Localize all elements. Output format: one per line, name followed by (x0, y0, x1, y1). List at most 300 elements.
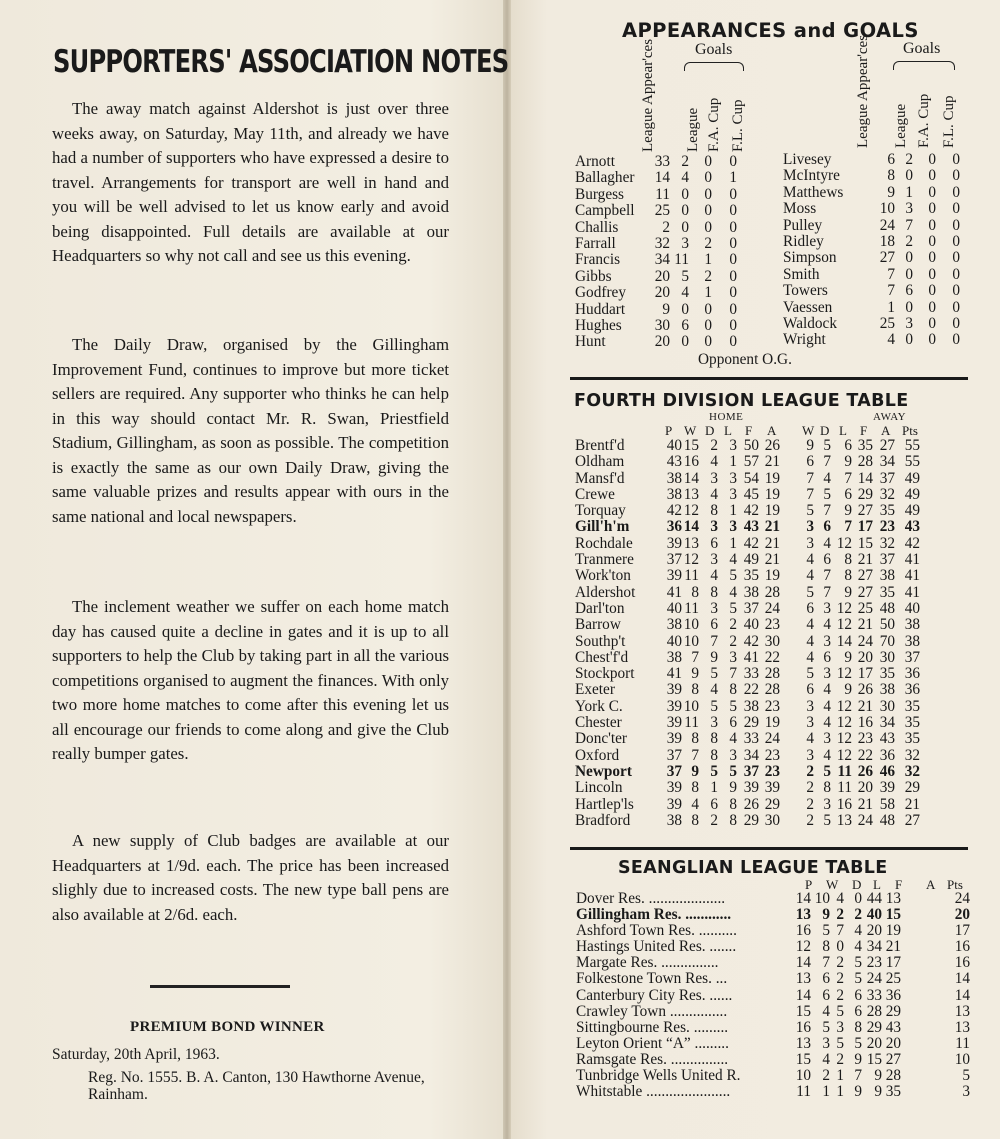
row-value: 2 (836, 986, 844, 1004)
row-value: 6 (822, 986, 830, 1004)
table-row (576, 1036, 976, 1052)
table-row (575, 650, 975, 666)
row-value: 7 (710, 632, 718, 650)
row-value: 23 (866, 954, 882, 972)
table-row (575, 601, 975, 617)
table-row (576, 988, 976, 1004)
row-value: 14 (836, 632, 852, 650)
row-value: 4 (681, 284, 689, 302)
row-value: 7 (806, 469, 814, 487)
row-value: 6 (806, 453, 814, 471)
row-value: 10 (954, 1050, 970, 1068)
row-value: 4 (823, 681, 831, 699)
row-value: 32 (879, 485, 895, 503)
row-value: 8 (729, 795, 737, 813)
row-name: York C. (575, 697, 623, 715)
column-header: W (826, 877, 839, 892)
row-value: 41 (666, 583, 682, 601)
row-value: 0 (729, 202, 737, 220)
row-value: 40 (866, 906, 882, 924)
row-value: 6 (710, 795, 718, 813)
row-value: 3 (806, 697, 814, 715)
appearances-list-right (783, 152, 963, 349)
row-value: 11 (684, 599, 699, 617)
row-value: 0 (681, 300, 689, 318)
row-name: Gill'h'm (575, 518, 630, 536)
row-name: Arnott (575, 153, 615, 170)
table-row (576, 1068, 976, 1084)
row-value: 42 (743, 534, 759, 552)
row-value: 11 (684, 567, 699, 585)
row-value: 24 (879, 216, 895, 234)
table-row (576, 939, 976, 955)
row-value: 5 (729, 599, 737, 617)
row-name: Ramsgate Res. ............... (576, 1050, 729, 1068)
row-value: 12 (836, 616, 852, 634)
premium-bond-date: Saturday, 20th April, 1963. (52, 1046, 220, 1063)
row-value: 27 (904, 811, 920, 829)
table-row (575, 252, 775, 268)
row-value: 42 (743, 502, 759, 520)
row-value: 21 (857, 795, 873, 813)
row-value: 34 (879, 453, 895, 471)
table-row (576, 907, 976, 923)
row-value: 35 (743, 567, 759, 585)
row-value: 8 (844, 551, 852, 569)
row-value: 35 (904, 714, 920, 732)
row-name: Sittingbourne Res. ......... (576, 1018, 729, 1036)
row-value: 43 (666, 453, 682, 471)
table-row (575, 438, 975, 454)
row-value: 36 (666, 518, 682, 536)
row-name: Mansf'd (575, 469, 625, 487)
row-value: 30 (879, 697, 895, 715)
home-header: HOME (709, 411, 744, 423)
row-name: Newport (575, 762, 632, 780)
row-name: Godfrey (575, 284, 626, 302)
row-value: 38 (879, 681, 895, 699)
row-value: 38 (904, 632, 920, 650)
row-value: 2 (704, 267, 712, 285)
row-value: 3 (905, 314, 913, 332)
column-header: L (839, 423, 847, 438)
row-value: 21 (857, 616, 873, 634)
row-value: 2 (806, 795, 814, 813)
row-value: 28 (764, 681, 780, 699)
row-value: 5 (710, 697, 718, 715)
row-value: 6 (710, 616, 718, 634)
row-value: 0 (928, 282, 936, 300)
row-value: 5 (823, 485, 831, 503)
row-value: 4 (729, 730, 737, 748)
row-value: 0 (905, 249, 913, 267)
row-value: 15 (866, 1050, 882, 1068)
col-label-league-right: League (893, 103, 909, 148)
row-value: 58 (879, 795, 895, 813)
row-name: Lincoln (575, 779, 623, 797)
table-row (783, 316, 963, 332)
row-value: 4 (822, 1050, 830, 1068)
row-value: 6 (854, 986, 862, 1004)
row-value: 11 (837, 762, 852, 780)
row-value: 37 (666, 746, 682, 764)
row-value: 0 (905, 167, 913, 185)
row-value: 33 (654, 153, 670, 170)
row-value: 0 (928, 151, 936, 168)
row-name: Whitstable ...................... (576, 1083, 731, 1101)
row-value: 0 (681, 202, 689, 220)
row-name: Work'ton (575, 567, 631, 585)
row-value: 2 (836, 906, 844, 924)
row-value: 8 (729, 681, 737, 699)
notes-title: SUPPORTERS' ASSOCIATION NOTES (53, 44, 509, 80)
row-value: 5 (854, 1034, 862, 1052)
row-value: 14 (795, 954, 811, 972)
row-value: 4 (822, 1002, 830, 1020)
row-name: Margate Res. ............... (576, 954, 719, 972)
row-value: 29 (904, 779, 920, 797)
row-value: 5 (823, 811, 831, 829)
row-value: 9 (806, 437, 814, 454)
row-value: 11 (655, 185, 670, 203)
row-name: Towers (783, 282, 828, 300)
row-value: 30 (879, 648, 895, 666)
row-value: 0 (836, 938, 844, 956)
row-name: Folkestone Town Res. ... (576, 970, 728, 988)
row-value: 3 (822, 1034, 830, 1052)
row-value: 35 (857, 437, 873, 454)
row-name: Oldham (575, 453, 625, 471)
row-value: 38 (666, 616, 682, 634)
row-value: 19 (764, 469, 780, 487)
row-value: 39 (666, 714, 682, 732)
table-row (783, 234, 963, 250)
row-value: 14 (954, 970, 970, 988)
row-value: 0 (681, 333, 689, 351)
row-value: 27 (857, 583, 873, 601)
row-value: 38 (666, 485, 682, 503)
row-value: 0 (704, 333, 712, 351)
row-value: 5 (836, 1002, 844, 1020)
row-value: 2 (822, 1067, 830, 1085)
row-value: 35 (904, 697, 920, 715)
row-value: 2 (704, 234, 712, 252)
row-value: 17 (857, 518, 873, 536)
row-value: 9 (854, 1050, 862, 1068)
row-value: 13 (836, 811, 852, 829)
row-value: 0 (704, 169, 712, 187)
col-label-league-left: League (685, 107, 701, 152)
row-value: 7 (691, 648, 699, 666)
row-value: 24 (857, 632, 873, 650)
table-row (783, 267, 963, 283)
row-value: 14 (954, 986, 970, 1004)
row-value: 41 (904, 551, 920, 569)
row-value: 0 (928, 314, 936, 332)
row-name: Chester (575, 714, 622, 732)
row-name: Campbell (575, 202, 635, 220)
row-value: 41 (904, 583, 920, 601)
row-value: 5 (729, 567, 737, 585)
row-value: 5 (823, 762, 831, 780)
row-value: 14 (683, 469, 699, 487)
row-value: 8 (691, 779, 699, 797)
row-value: 1 (729, 169, 737, 187)
row-value: 1 (704, 284, 712, 302)
row-value: 9 (710, 648, 718, 666)
row-value: 43 (743, 518, 759, 536)
row-value: 27 (857, 502, 873, 520)
row-value: 4 (806, 616, 814, 634)
fourth-division-title: FOURTH DIVISION LEAGUE TABLE (574, 391, 909, 411)
row-value: 19 (764, 714, 780, 732)
row-value: 0 (952, 200, 960, 218)
table-row (576, 955, 976, 971)
col-label-appearances-right: League Appear'ces (855, 34, 871, 148)
row-value: 6 (822, 970, 830, 988)
row-value: 8 (710, 730, 718, 748)
row-value: 5 (806, 665, 814, 683)
row-value: 20 (857, 648, 873, 666)
row-value: 6 (729, 714, 737, 732)
row-value: 11 (674, 251, 689, 269)
row-value: 21 (764, 551, 780, 569)
table-row (783, 250, 963, 266)
row-value: 4 (823, 746, 831, 764)
row-value: 2 (729, 616, 737, 634)
row-value: 21 (904, 795, 920, 813)
row-value: 34 (654, 251, 670, 269)
row-name: Dover Res. .................... (576, 890, 726, 907)
column-header: A (881, 423, 891, 438)
row-value: 5 (836, 1034, 844, 1052)
row-value: 43 (879, 730, 895, 748)
row-value: 14 (683, 518, 699, 536)
row-value: 9 (844, 583, 852, 601)
table-row (575, 715, 975, 731)
row-name: Farrall (575, 234, 616, 252)
row-value: 38 (879, 567, 895, 585)
row-value: 9 (854, 1083, 862, 1101)
row-value: 28 (866, 1002, 882, 1020)
table-row (575, 568, 975, 584)
row-value: 7 (806, 485, 814, 503)
row-value: 9 (887, 183, 895, 201)
row-value: 38 (743, 697, 759, 715)
row-name: Matthews (783, 183, 844, 201)
row-value: 15 (795, 1050, 811, 1068)
row-value: 6 (681, 316, 689, 334)
row-name: Canterbury City Res. ...... (576, 986, 733, 1004)
row-value: 48 (879, 599, 895, 617)
row-value: 40 (666, 632, 682, 650)
table-row (575, 503, 975, 519)
row-value: 16 (954, 938, 970, 956)
row-name: Wright (783, 331, 826, 349)
row-value: 24 (857, 811, 873, 829)
row-value: 0 (928, 298, 936, 316)
row-value: 17 (857, 665, 873, 683)
row-value: 0 (952, 216, 960, 234)
row-value: 25 (885, 970, 901, 988)
row-value: 35 (879, 502, 895, 520)
row-value: 0 (729, 153, 737, 170)
row-value: 27 (879, 437, 895, 454)
seanglian-title: SEANGLIAN LEAGUE TABLE (618, 858, 888, 878)
table-row (575, 318, 775, 334)
row-value: 37 (666, 762, 682, 780)
row-value: 8 (729, 811, 737, 829)
row-value: 20 (857, 779, 873, 797)
row-value: 4 (710, 453, 718, 471)
row-name: Francis (575, 251, 621, 269)
row-value: 35 (879, 665, 895, 683)
row-value: 20 (954, 906, 970, 924)
row-value: 49 (904, 502, 920, 520)
row-value: 3 (823, 632, 831, 650)
row-value: 16 (836, 795, 852, 813)
row-name: Crawley Town ............... (576, 1002, 728, 1020)
row-value: 29 (857, 485, 873, 503)
table-row (575, 454, 975, 470)
row-value: 16 (795, 922, 811, 940)
row-value: 39 (666, 567, 682, 585)
row-value: 3 (710, 469, 718, 487)
row-value: 12 (683, 551, 699, 569)
row-value: 1 (729, 453, 737, 471)
table-row (576, 1052, 976, 1068)
row-name: Challis (575, 218, 619, 236)
row-value: 37 (879, 469, 895, 487)
row-value: 0 (928, 232, 936, 250)
row-value: 7 (823, 567, 831, 585)
row-value: 0 (928, 167, 936, 185)
row-name: Hastings United Res. ....... (576, 938, 737, 956)
row-value: 0 (952, 183, 960, 201)
row-name: Ridley (783, 232, 824, 250)
row-value: 30 (764, 632, 780, 650)
row-value: 20 (654, 333, 670, 351)
row-value: 1 (836, 1083, 844, 1101)
column-header: F (745, 423, 753, 438)
row-value: 24 (764, 599, 780, 617)
column-header: P (805, 877, 813, 892)
table-row (575, 334, 775, 350)
row-value: 4 (854, 938, 862, 956)
row-value: 0 (905, 265, 913, 283)
row-value: 26 (743, 795, 759, 813)
row-name: Donc'ter (575, 730, 628, 748)
table-row (575, 269, 775, 285)
row-value: 0 (729, 284, 737, 302)
column-header: A (767, 423, 777, 438)
goals-brace-left (684, 62, 744, 71)
row-value: 20 (866, 1034, 882, 1052)
row-value: 16 (857, 714, 873, 732)
row-name: Tranmere (575, 551, 634, 569)
row-value: 49 (904, 469, 920, 487)
row-value: 8 (844, 567, 852, 585)
row-value: 45 (743, 485, 759, 503)
row-value: 1 (710, 779, 718, 797)
row-value: 8 (823, 779, 831, 797)
table-row (575, 487, 975, 503)
table-row (576, 971, 976, 987)
row-value: 4 (887, 331, 895, 349)
row-value: 32 (904, 762, 920, 780)
notes-paragraph: The away match against Aldershot is just over three weeks away, on Saturday, May 11th, and already we have had a number of supporters who have expressed a desire to travel. Arrangements for transport are well in hand and you will be well advised to let us know early and avoid being disappointed. Full details are available at our Headquarters so why not call and see us this evening. (52, 99, 449, 265)
row-value: 4 (823, 697, 831, 715)
row-value: 11 (684, 714, 699, 732)
column-header: Pts (902, 423, 918, 438)
row-value: 0 (952, 298, 960, 316)
row-value: 8 (710, 583, 718, 601)
row-value: 36 (885, 986, 901, 1004)
row-value: 39 (666, 795, 682, 813)
row-value: 4 (823, 469, 831, 487)
row-value: 2 (854, 906, 862, 924)
section-rule (570, 377, 968, 380)
row-value: 4 (806, 632, 814, 650)
row-name: Huddart (575, 300, 626, 318)
row-value: 26 (764, 437, 780, 454)
row-value: 50 (743, 437, 759, 454)
row-value: 3 (962, 1083, 970, 1101)
row-value: 12 (836, 599, 852, 617)
goals-brace-right (893, 61, 955, 70)
row-name: Gibbs (575, 267, 612, 285)
row-value: 37 (666, 551, 682, 569)
table-row (783, 332, 963, 348)
row-value: 16 (795, 1018, 811, 1036)
row-value: 26 (857, 762, 873, 780)
row-value: 44 (866, 890, 882, 907)
row-value: 12 (836, 714, 852, 732)
row-value: 3 (823, 599, 831, 617)
row-name: Simpson (783, 249, 837, 267)
row-value: 42 (743, 632, 759, 650)
row-value: 3 (710, 518, 718, 536)
row-value: 6 (854, 1002, 862, 1020)
row-value: 29 (866, 1018, 882, 1036)
row-value: 0 (952, 232, 960, 250)
column-header: W (684, 423, 697, 438)
row-value: 9 (822, 906, 830, 924)
row-value: 39 (666, 681, 682, 699)
row-value: 42 (904, 534, 920, 552)
row-name: Pulley (783, 216, 823, 234)
row-value: 0 (952, 249, 960, 267)
row-value: 37 (879, 551, 895, 569)
row-value: 34 (866, 938, 882, 956)
row-value: 8 (691, 811, 699, 829)
row-value: 9 (729, 779, 737, 797)
row-value: 29 (743, 714, 759, 732)
table-row (576, 891, 976, 907)
row-value: 9 (662, 300, 670, 318)
row-value: 36 (879, 746, 895, 764)
row-value: 4 (806, 730, 814, 748)
goals-label-left: Goals (695, 41, 733, 58)
row-name: Aldershot (575, 583, 636, 601)
row-value: 12 (836, 665, 852, 683)
table-row (575, 731, 975, 747)
row-name: Torquay (575, 502, 626, 520)
row-value: 8 (710, 502, 718, 520)
row-name: Barrow (575, 616, 621, 634)
row-value: 7 (691, 746, 699, 764)
row-value: 8 (887, 167, 895, 185)
